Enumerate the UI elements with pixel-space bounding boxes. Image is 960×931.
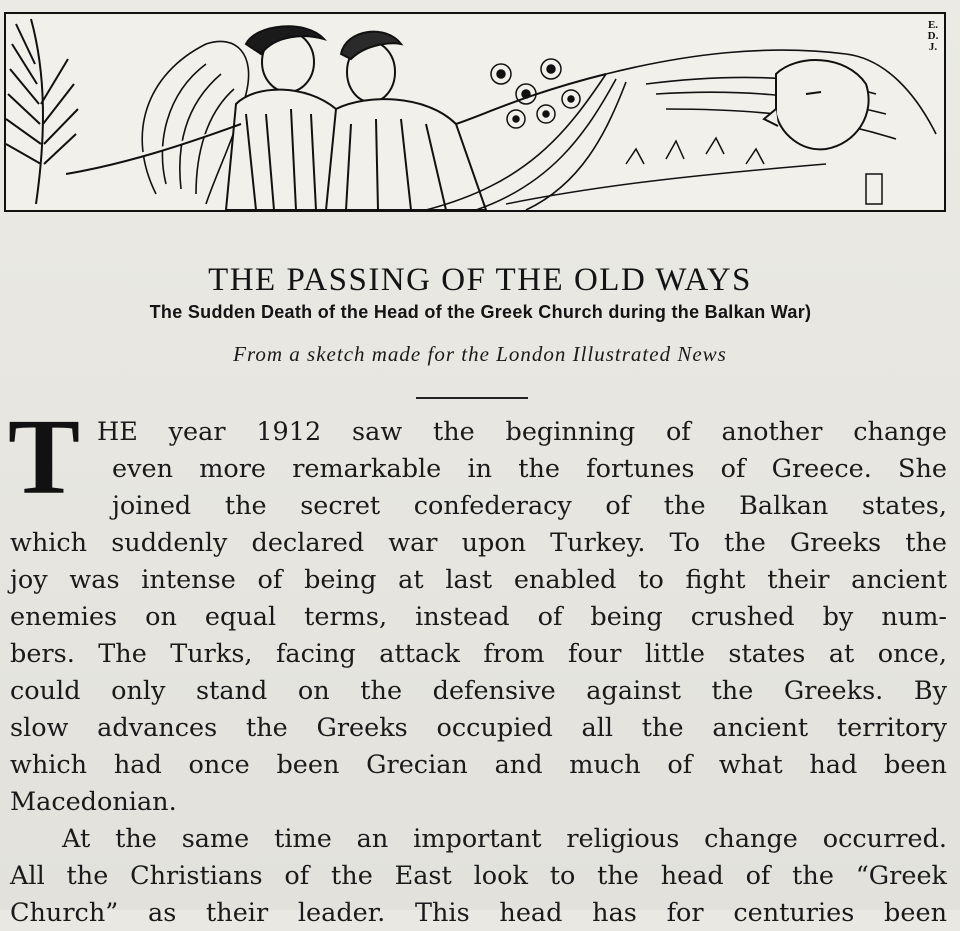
artist-signature: E. D. J. xyxy=(927,19,939,53)
body-line: which had once been Grecian and much of what had been xyxy=(10,750,947,780)
article-title: THE PASSING OF THE OLD WAYS xyxy=(208,262,752,298)
body-line: slow advances the Greeks occupied all the ancient territory xyxy=(10,713,947,743)
body-line: even more remarkable in the fortunes of Greece. She xyxy=(112,454,947,484)
body-line: At the same time an important religious change occurred. xyxy=(62,824,947,854)
engraving-illustration-icon xyxy=(6,14,944,210)
body-line: Church” as their leader. This head has for centuries been xyxy=(10,898,947,928)
body-line: could only stand on the defensive against the Greeks. By xyxy=(10,676,947,706)
body-line: joined the secret confederacy of the Balkan states, xyxy=(112,491,947,521)
header-illustration xyxy=(4,12,946,212)
body-line: which suddenly declared war upon Turkey. To the Greeks the xyxy=(10,528,947,558)
drop-cap: T xyxy=(8,398,81,517)
body-line: bers. The Turks, facing attack from four little states at once, xyxy=(10,639,947,669)
body-line: enemies on equal terms, instead of being crushed by num- xyxy=(10,602,947,632)
body-line: joy was intense of being at last enabled to fight their ancient xyxy=(10,565,947,595)
body-line: HE year 1912 saw the beginning of another change xyxy=(97,417,947,447)
illustration-credit: From a sketch made for the London Illustrated News xyxy=(233,342,727,366)
article-subtitle: The Sudden Death of the Head of the Greek Church during the Balkan War) xyxy=(149,302,812,322)
section-divider xyxy=(416,397,528,399)
body-line: Macedonian. xyxy=(10,787,177,817)
body-line: All the Christians of the East look to the head of the “Greek xyxy=(10,861,947,891)
